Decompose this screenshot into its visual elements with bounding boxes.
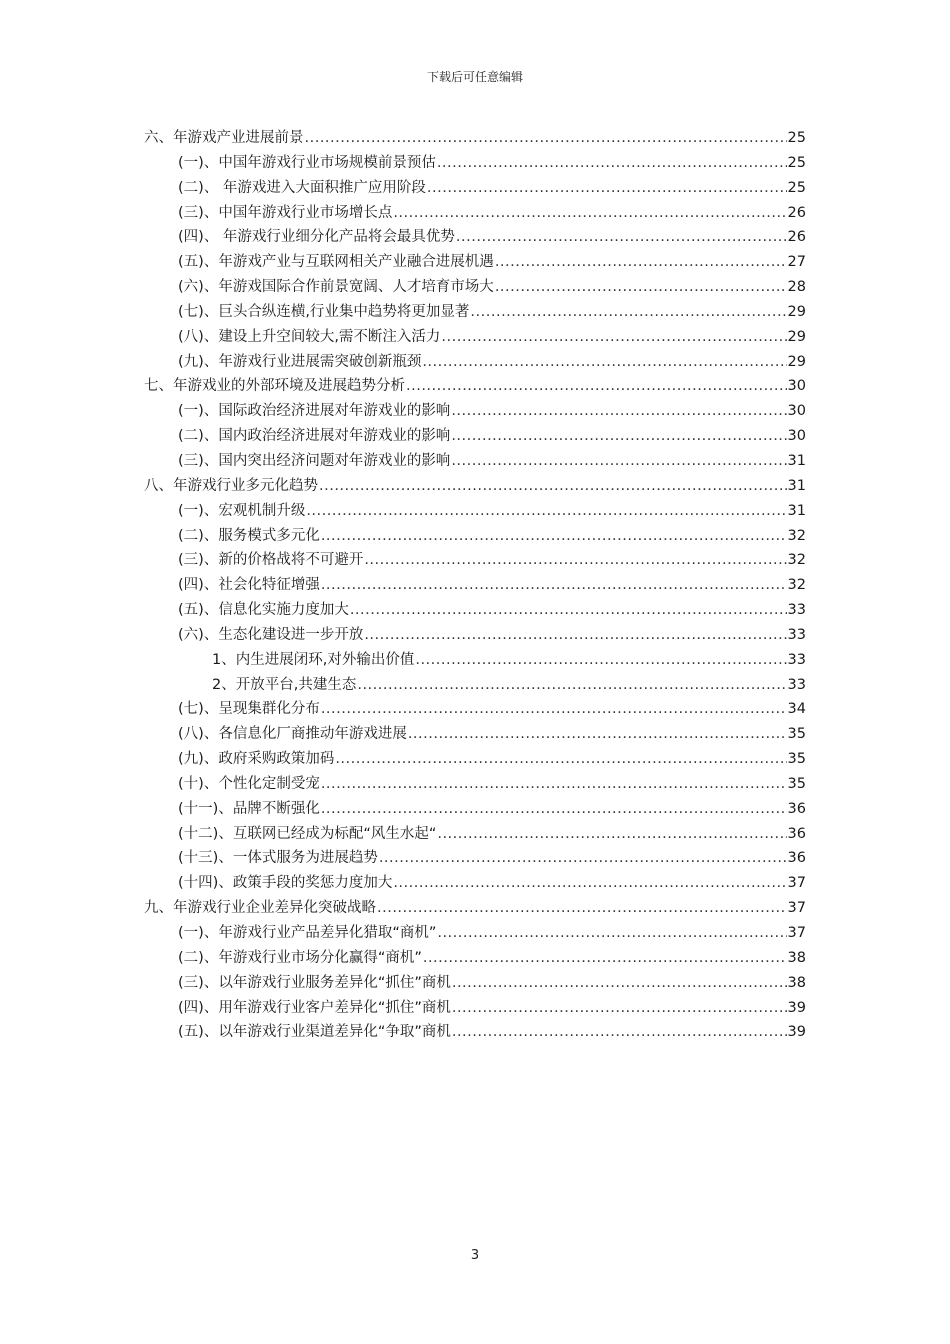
toc-entry-page: 34 bbox=[787, 701, 806, 718]
toc-entry-page: 25 bbox=[787, 179, 806, 196]
toc-entry-title: (一)、国际政治经济进展对年游戏业的影响 bbox=[178, 403, 451, 420]
toc-entry[interactable] bbox=[144, 797, 806, 822]
toc-dot-leader bbox=[321, 772, 787, 797]
toc-entry-page: 28 bbox=[787, 279, 806, 296]
toc-entry-title: 2、开放平台,共建生态 bbox=[212, 676, 357, 693]
toc-entry-title: (六)、生态化建设进一步开放 bbox=[178, 626, 364, 643]
toc-entry[interactable] bbox=[144, 225, 806, 250]
toc-entry[interactable] bbox=[144, 524, 806, 549]
toc-entry[interactable] bbox=[144, 697, 806, 722]
toc-entry[interactable] bbox=[144, 846, 806, 871]
toc-entry-page: 29 bbox=[787, 328, 806, 345]
toc-dot-leader bbox=[321, 697, 787, 722]
toc-dot-leader bbox=[470, 300, 786, 325]
toc-entry-title: (十三)、一体式服务为进展趋势 bbox=[178, 850, 378, 867]
toc-entry-title: (四)、用年游戏行业客户差异化“抓住”商机 bbox=[178, 999, 451, 1016]
toc-entry-page: 39 bbox=[787, 1024, 806, 1041]
toc-entry[interactable] bbox=[144, 747, 806, 772]
toc-entry-page: 32 bbox=[787, 577, 806, 594]
toc-entry-title: 八、年游戏行业多元化趋势 bbox=[144, 477, 318, 494]
toc-dot-leader bbox=[364, 548, 786, 573]
toc-entry-title: (十二)、互联网已经成为标配“风生水起“ bbox=[178, 825, 437, 842]
toc-dot-leader bbox=[437, 921, 786, 946]
page-number: 3 bbox=[470, 1248, 480, 1263]
toc-entry[interactable] bbox=[144, 673, 806, 698]
toc-entry-page: 38 bbox=[787, 974, 806, 991]
toc-dot-leader bbox=[452, 1020, 787, 1045]
toc-entry[interactable] bbox=[144, 151, 806, 176]
toc-entry[interactable] bbox=[144, 449, 806, 474]
toc-entry-title: 六、年游戏产业进展前景 bbox=[144, 130, 304, 146]
toc-dot-leader bbox=[452, 996, 787, 1021]
toc-entry-title: (七)、巨头合纵连横,行业集中趋势将更加显著 bbox=[178, 303, 470, 320]
toc-entry[interactable] bbox=[144, 250, 806, 275]
toc-entry-page: 31 bbox=[787, 477, 806, 494]
toc-dot-leader bbox=[422, 350, 786, 375]
toc-entry[interactable] bbox=[144, 772, 806, 797]
toc-entry[interactable] bbox=[144, 325, 806, 350]
toc-entry-title: 九、年游戏行业企业差异化突破战略 bbox=[144, 900, 376, 917]
toc-entry-page: 33 bbox=[787, 626, 806, 643]
toc-entry[interactable] bbox=[144, 424, 806, 449]
toc-entry-page: 36 bbox=[787, 850, 806, 867]
toc-entry-title: (十四)、政策手段的奖惩力度加大 bbox=[178, 875, 393, 892]
toc-entry-title: (五)、年游戏产业与互联网相关产业融合进展机遇 bbox=[178, 254, 494, 271]
toc-entry-page: 35 bbox=[787, 726, 806, 743]
toc-dot-leader bbox=[319, 474, 787, 499]
toc-entry-title: (一)、中国年游戏行业市场规模前景预估 bbox=[178, 154, 436, 171]
toc-entry-title: (三)、中国年游戏行业市场增长点 bbox=[178, 204, 393, 221]
toc-entry[interactable] bbox=[144, 176, 806, 201]
toc-entry-title: (三)、以年游戏行业服务差异化“抓住”商机 bbox=[178, 974, 451, 991]
toc-entry-title: (九)、政府采购政策加码 bbox=[178, 751, 335, 768]
toc-entry[interactable] bbox=[144, 126, 806, 151]
toc-entry-page: 36 bbox=[787, 825, 806, 842]
toc-entry[interactable] bbox=[144, 275, 806, 300]
table-of-contents bbox=[144, 126, 806, 1045]
toc-entry-title: (二)、年游戏行业市场分化赢得“商机” bbox=[178, 949, 422, 966]
toc-entry-page: 37 bbox=[787, 925, 806, 941]
toc-entry[interactable] bbox=[144, 598, 806, 623]
toc-entry-title: (八)、各信息化厂商推动年游戏进展 bbox=[178, 726, 407, 743]
toc-entry-title: (一)、年游戏行业产品差异化猎取“商机” bbox=[178, 925, 437, 941]
toc-entry-page: 26 bbox=[787, 229, 806, 246]
toc-entry-page: 37 bbox=[787, 875, 806, 892]
toc-entry-page: 33 bbox=[787, 602, 806, 619]
toc-entry[interactable] bbox=[144, 648, 806, 673]
toc-dot-leader bbox=[335, 747, 786, 772]
page-header: 下载后可任意编辑 bbox=[426, 70, 523, 84]
toc-entry-page: 25 bbox=[787, 154, 806, 171]
toc-entry[interactable] bbox=[144, 946, 806, 971]
toc-dot-leader bbox=[452, 971, 787, 996]
toc-entry-page: 35 bbox=[787, 775, 806, 792]
toc-entry-title: 1、内生进展闭环,对外输出价值 bbox=[212, 651, 415, 668]
toc-dot-leader bbox=[427, 176, 787, 201]
toc-dot-leader bbox=[306, 499, 786, 524]
toc-entry-title: (三)、新的价格战将不可避开 bbox=[178, 552, 364, 569]
toc-entry-title: (五)、信息化实施力度加大 bbox=[178, 602, 349, 619]
toc-entry-page: 36 bbox=[787, 800, 806, 817]
toc-entry-title: (一)、宏观机制升级 bbox=[178, 502, 306, 519]
toc-entry[interactable] bbox=[144, 499, 806, 524]
toc-entry-page: 26 bbox=[787, 204, 806, 221]
toc-entry[interactable] bbox=[144, 996, 806, 1021]
toc-entry[interactable] bbox=[144, 201, 806, 226]
toc-entry-title: (九)、年游戏行业进展需突破创新瓶颈 bbox=[178, 353, 422, 370]
toc-dot-leader bbox=[451, 424, 786, 449]
toc-dot-leader bbox=[423, 946, 787, 971]
toc-entry-title: (二)、国内政治经济进展对年游戏业的影响 bbox=[178, 428, 451, 445]
toc-dot-leader bbox=[437, 822, 786, 847]
toc-entry-title: 七、年游戏业的外部环境及进展趋势分析 bbox=[144, 378, 405, 395]
toc-entry[interactable] bbox=[144, 573, 806, 598]
toc-entry-title: (四)、 年游戏行业细分化产品将会最具优势 bbox=[178, 229, 455, 246]
toc-entry-page: 33 bbox=[787, 651, 806, 668]
toc-entry-title: (四)、社会化特征增强 bbox=[178, 577, 320, 594]
toc-entry[interactable] bbox=[144, 300, 806, 325]
toc-entry-page: 32 bbox=[787, 527, 806, 544]
toc-entry-page: 29 bbox=[787, 353, 806, 370]
toc-entry-page: 25 bbox=[787, 130, 806, 146]
toc-entry-page: 33 bbox=[787, 676, 806, 693]
toc-entry-title: (二)、 年游戏进入大面积推广应用阶段 bbox=[178, 179, 426, 196]
toc-entry[interactable] bbox=[144, 896, 806, 921]
toc-entry-page: 31 bbox=[787, 452, 806, 469]
toc-entry-page: 37 bbox=[787, 900, 806, 917]
toc-dot-leader bbox=[321, 797, 787, 822]
toc-entry[interactable] bbox=[144, 548, 806, 573]
toc-entry-title: (七)、呈现集群化分布 bbox=[178, 701, 320, 718]
toc-entry-page: 29 bbox=[787, 303, 806, 320]
toc-entry-title: (二)、服务模式多元化 bbox=[178, 527, 320, 544]
toc-dot-leader bbox=[406, 374, 787, 399]
toc-entry-title: (五)、以年游戏行业渠道差异化“争取”商机 bbox=[178, 1024, 451, 1041]
toc-entry-page: 32 bbox=[787, 552, 806, 569]
toc-dot-leader bbox=[393, 871, 786, 896]
toc-entry-title: (六)、年游戏国际合作前景宽阔、人才培育市场大 bbox=[178, 279, 494, 296]
toc-dot-leader bbox=[364, 623, 786, 648]
toc-dot-leader bbox=[321, 573, 787, 598]
toc-entry-page: 27 bbox=[787, 254, 806, 271]
toc-entry[interactable] bbox=[144, 871, 806, 896]
toc-dot-leader bbox=[441, 325, 786, 350]
toc-entry-page: 31 bbox=[787, 502, 806, 519]
toc-entry-page: 38 bbox=[787, 949, 806, 966]
toc-entry-title: (十一)、品牌不断强化 bbox=[178, 800, 320, 817]
toc-entry[interactable] bbox=[144, 623, 806, 648]
toc-entry[interactable] bbox=[144, 921, 806, 946]
toc-entry[interactable] bbox=[144, 822, 806, 847]
toc-dot-leader bbox=[451, 449, 786, 474]
toc-dot-leader bbox=[437, 151, 787, 176]
toc-entry[interactable] bbox=[144, 374, 806, 399]
toc-entry[interactable] bbox=[144, 350, 806, 375]
toc-dot-leader bbox=[350, 598, 787, 623]
toc-entry-page: 35 bbox=[787, 751, 806, 768]
toc-dot-leader bbox=[393, 201, 786, 226]
toc-entry-title: (十)、个性化定制受宠 bbox=[178, 775, 320, 792]
toc-entry[interactable] bbox=[144, 722, 806, 747]
toc-dot-leader bbox=[377, 896, 787, 921]
toc-dot-leader bbox=[305, 126, 787, 151]
toc-dot-leader bbox=[357, 673, 786, 698]
toc-entry-page: 30 bbox=[787, 428, 806, 445]
toc-entry[interactable] bbox=[144, 971, 806, 996]
toc-entry-title: (八)、建设上升空间较大,需不断注入活力 bbox=[178, 328, 441, 345]
toc-entry-page: 30 bbox=[787, 403, 806, 420]
toc-entry-page: 39 bbox=[787, 999, 806, 1016]
toc-entry-title: (三)、国内突出经济问题对年游戏业的影响 bbox=[178, 452, 451, 469]
toc-dot-leader bbox=[379, 846, 787, 871]
toc-dot-leader bbox=[321, 524, 787, 549]
toc-dot-leader bbox=[495, 275, 787, 300]
toc-dot-leader bbox=[451, 399, 786, 424]
toc-dot-leader bbox=[495, 250, 787, 275]
toc-entry[interactable] bbox=[144, 1020, 806, 1045]
toc-entry-page: 30 bbox=[787, 378, 806, 395]
toc-dot-leader bbox=[408, 722, 787, 747]
toc-dot-leader bbox=[456, 225, 787, 250]
toc-dot-leader bbox=[415, 648, 786, 673]
toc-entry[interactable] bbox=[144, 399, 806, 424]
toc-entry[interactable] bbox=[144, 474, 806, 499]
